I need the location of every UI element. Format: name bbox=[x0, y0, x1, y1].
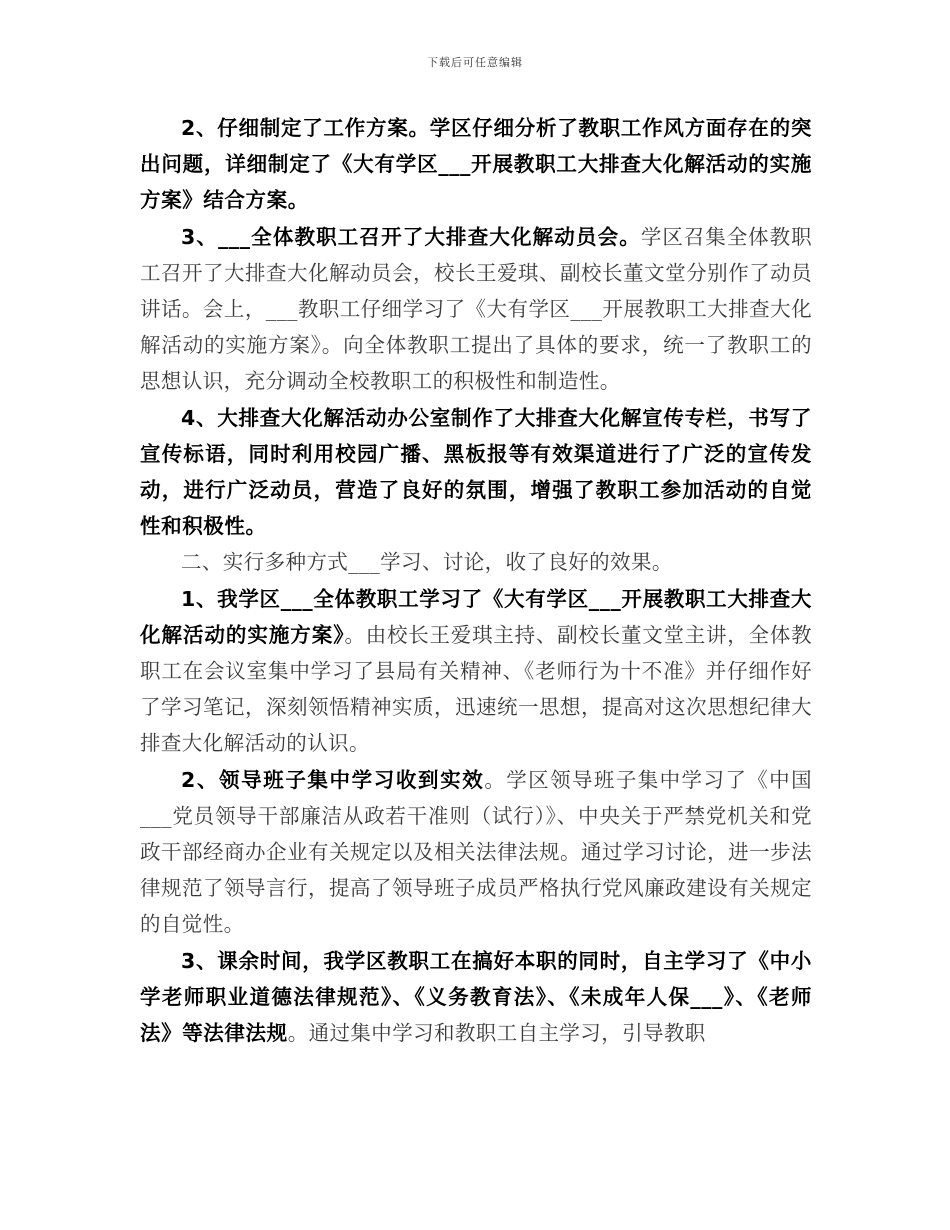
paragraph-lead-in: 3、___全体教职工召开了大排查大化解动员会。 bbox=[181, 224, 641, 249]
paragraph-lead-in: 2、领导班子集中学习收到实效 bbox=[181, 767, 485, 792]
paragraph-staff-study bbox=[140, 581, 812, 762]
paragraph-bold-text: 4、大排查大化解活动办公室制作了大排查大化解宣传专栏，书写了宣传标语，同时利用校园广播、黑板报等有效渠道进行了广泛的宣传发动，进行广泛动员，营造了良好的氛围，增强了教职工参加活动的自觉性和积极性。 bbox=[140, 405, 812, 539]
paragraph-lead-in: 1、我学区___全体教职工学习了《大有学区___开展教职工大排查大化解活动的实施方案》 bbox=[140, 586, 812, 647]
paragraph-bold-text: 2、仔细制定了工作方案。学区仔细分析了教职工作风方面存在的突出问题，详细制定了《大有学区___开展教职工大排查大化解活动的实施方案》结合方案。 bbox=[140, 116, 812, 213]
section-heading-text: 二、实行多种方式___学习、讨论，收了良好的效果。 bbox=[181, 550, 673, 575]
page-header: 下载后可任意编辑 bbox=[427, 56, 523, 69]
document-body bbox=[140, 110, 812, 1051]
paragraph-body-text: 。由校长王爱琪主持、副校长董文堂主讲，全体教职工在会议室集中学习了县局有关精神、《老师行为十不准》并仔细作好了学习笔记，深刻领悟精神实质，迅速统一思想，提高对这次思想纪律大排查大化解活动的认识。 bbox=[140, 622, 812, 756]
paragraph-body-text: 。通过集中学习和教职工自主学习，引导教职 bbox=[287, 1021, 706, 1046]
paragraph-lead-in: 3、课余时间，我学区教职工在搞好本职的同时，自主学习了《中小学老师职业道德法律规范》、《义务教育法》、《未成年人保___》、《老师法》等法律法规 bbox=[140, 948, 812, 1046]
paragraph-work-plan bbox=[140, 110, 812, 219]
paragraph-mobilization-meeting bbox=[140, 219, 812, 400]
section-heading-study-methods bbox=[140, 544, 812, 580]
paragraph-leadership-study bbox=[140, 762, 812, 943]
paragraph-body-text: 。学区领导班子集中学习了《中国___党员领导干部廉洁从政若干准则（试行）》、中央关于严禁党机关和党政干部经商办企业有关规定以及相关法律法规。通过学习讨论，进一步法律规范了领导言行，提高了领导班子成员严格执行党风廉政建设有关规定的自觉性。 bbox=[140, 767, 812, 937]
paragraph-publicity-column bbox=[140, 400, 812, 545]
paragraph-self-study bbox=[140, 943, 812, 1052]
paragraph-body-text: 学区召集全体教职工召开了大排查大化解动员会，校长王爱琪、副校长董文堂分别作了动员讲话。会上，___教职工仔细学习了《大有学区___开展教职工大排查大化解活动的实施方案》。向全体教职工提出了具体的要求，统一了教职工的思想认识，充分调动全校教职工的积极性和制造性。 bbox=[140, 224, 812, 394]
